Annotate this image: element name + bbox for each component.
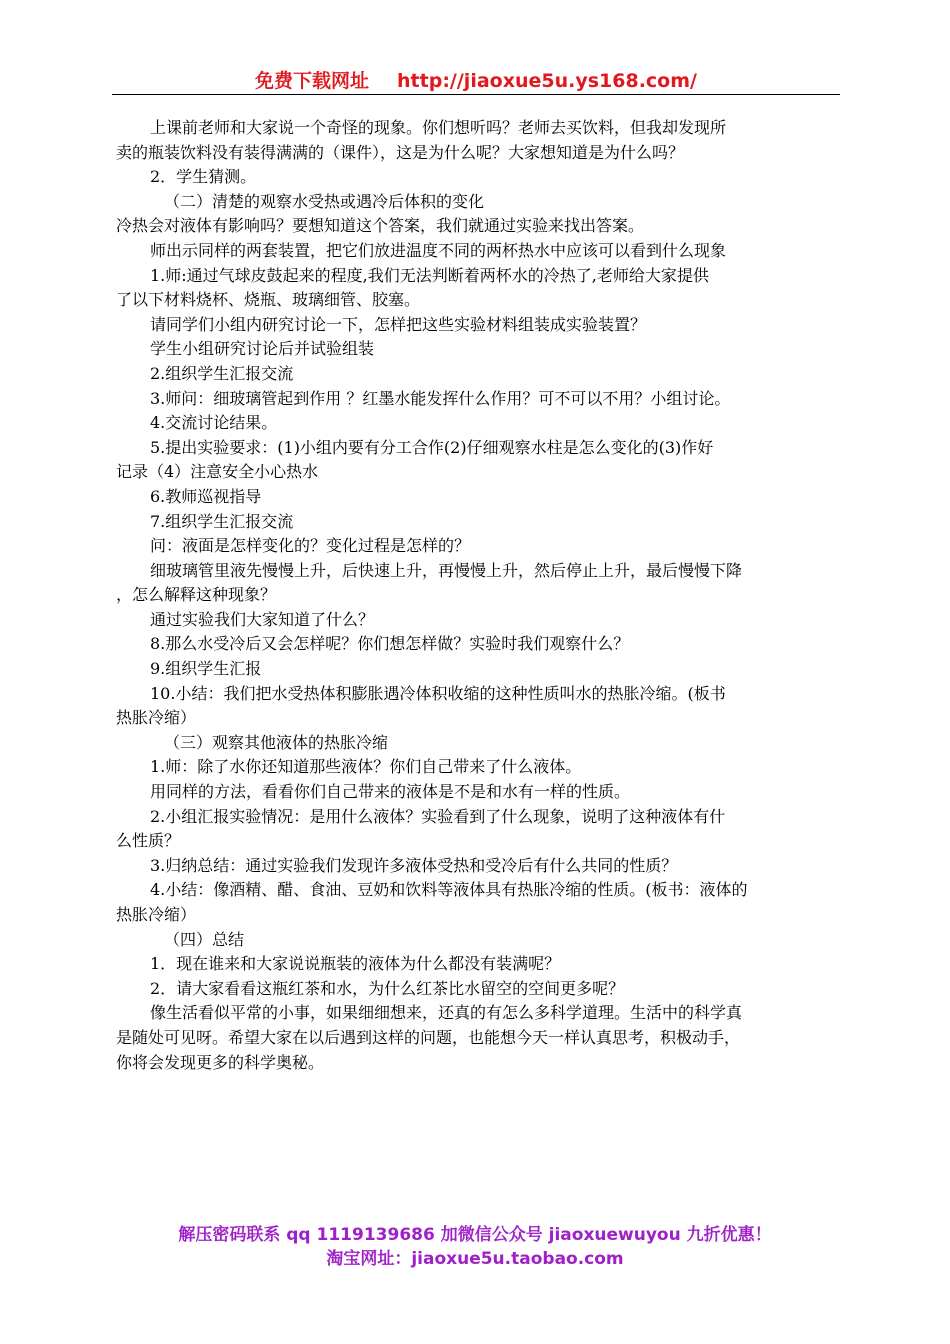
paragraph-line: 冷热会对液体有影响吗？要想知道这个答案，我们就通过实验来找出答案。 — [116, 216, 645, 236]
header-label: 免费下载网址 — [255, 70, 370, 92]
paragraph-line: 卖的瓶装饮料没有装得满满的（课件），这是为什么呢？大家想知道是为什么吗？ — [116, 142, 685, 162]
paragraph-line: 4.小结：像酒精、醋、食油、豆奶和饮料等液体具有热胀冷缩的性质。(板书：液体的 — [150, 880, 748, 900]
paragraph-line: 热胀冷缩） — [116, 905, 197, 924]
header-divider — [112, 94, 840, 95]
paragraph-line: 上课前老师和大家说一个奇怪的现象。你们想听吗？老师去买饮料，但我却发现所 — [150, 118, 727, 137]
section-heading: （二）清楚的观察水受热或遇冷后体积的变化 — [164, 191, 485, 211]
paragraph-line: 1.师：除了水你还知道那些液体？你们自己带来了什么液体。 — [150, 757, 582, 777]
paragraph-line: 你将会发现更多的科学奥秘。 — [116, 1052, 325, 1072]
paragraph-line: 2．学生猜测。 — [150, 167, 257, 187]
paragraph-line: 5.提出实验要求：(1)小组内要有分工合作(2)仔细观察水柱是怎么变化的(3)作好 — [150, 437, 714, 457]
paragraph-line: 2．请大家看看这瓶红茶和水，为什么红茶比水留空的空间更多呢？ — [150, 978, 625, 998]
paragraph-line: 用同样的方法，看看你们自己带来的液体是不是和水有一样的性质。 — [150, 782, 631, 802]
paragraph-line: 是随处可见呀。希望大家在以后遇到这样的问题，也能想今天一样认真思考，积极动手， — [116, 1027, 741, 1047]
paragraph-line: 记录（4）注意安全小心热水 — [116, 462, 319, 482]
paragraph-line: 3.归纳总结：通过实验我们发现许多液体受热和受冷后有什么共同的性质？ — [150, 855, 678, 875]
paragraph-line: ，怎么解释这种现象？ — [116, 585, 277, 605]
paragraph-line: 了以下材料烧杯、烧瓶、玻璃细管、胶塞。 — [116, 290, 421, 310]
paragraph-line: 1．现在谁来和大家说说瓶装的液体为什么都没有装满呢？ — [150, 954, 561, 974]
paragraph-line: 8.那么水受冷后又会怎样呢？你们想怎样做？实验时我们观察什么？ — [150, 634, 630, 654]
paragraph-line: 问：液面是怎样变化的？变化过程是怎样的？ — [150, 536, 471, 556]
paragraph-line: 2.组织学生汇报交流 — [150, 363, 294, 383]
paragraph-line: 通过实验我们大家知道了什么？ — [150, 609, 375, 629]
header-url-link[interactable]: http://jiaoxue5u.ys168.com/ — [397, 70, 697, 92]
section-heading: （四）总结 — [164, 929, 245, 949]
footer-taobao-link[interactable]: 淘宝网址：jiaoxue5u.taobao.com — [326, 1249, 624, 1269]
paragraph-line: 3.师问：细玻璃管起到作用 ？红墨水能发挥什么作用？可不可以不用？小组讨论。 — [150, 388, 731, 408]
paragraph-line: 热胀冷缩） — [116, 708, 197, 728]
page-header — [112, 66, 840, 93]
paragraph-line: 细玻璃管里液先慢慢上升，后快速上升，再慢慢上升，然后停止上升，最后慢慢下降 — [150, 560, 743, 580]
paragraph-line: 么性质？ — [116, 831, 181, 851]
paragraph-line: 10.小结：我们把水受热体积膨胀遇冷体积收缩的这种性质叫水的热胀冷缩。(板书 — [150, 683, 726, 703]
paragraph-line: 学生小组研究讨论后并试验组装 — [150, 339, 375, 359]
footer-contact-line: 解压密码联系 qq 1119139686 加微信公众号 jiaoxuewuyou 九折优惠！ — [178, 1225, 772, 1245]
paragraph-line: 像生活看似平常的小事，如果细细想来，还真的有怎么多科学道理。生活中的科学真 — [150, 1003, 743, 1023]
section-heading: （三）观察其他液体的热胀冷缩 — [164, 732, 389, 752]
paragraph-line: 9.组织学生汇报 — [150, 659, 262, 679]
paragraph-line: 请同学们小组内研究讨论一下，怎样把这些实验材料组装成实验装置？ — [150, 314, 647, 334]
paragraph-line: 4.交流讨论结果。 — [150, 413, 278, 433]
paragraph-line: 师出示同样的两套装置，把它们放进温度不同的两杯热水中应该可以看到什么现象 — [150, 240, 727, 260]
document-body — [116, 116, 840, 1075]
paragraph-line: 2.小组汇报实验情况：是用什么液体？实验看到了什么现象，说明了这种液体有什 — [150, 806, 726, 826]
paragraph-line: 7.组织学生汇报交流 — [150, 511, 294, 531]
paragraph-line: 6.教师巡视指导 — [150, 486, 262, 506]
paragraph-line: 1.师:通过气球皮鼓起来的程度,我们无法判断着两杯水的冷热了,老师给大家提供 — [150, 265, 709, 285]
